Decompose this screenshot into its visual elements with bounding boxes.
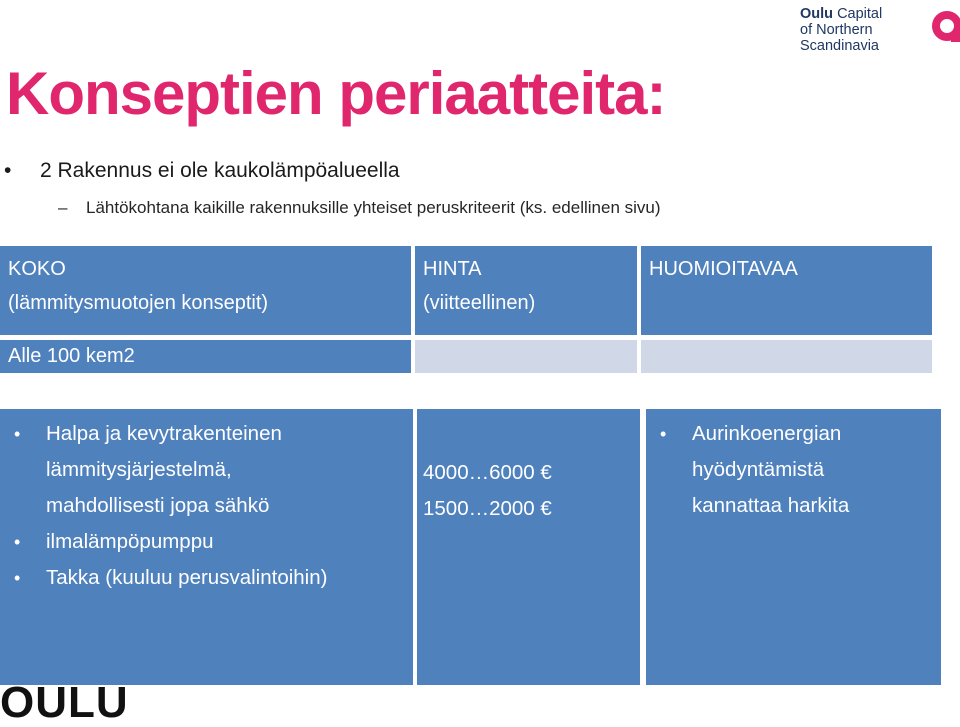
body-heating-options bbox=[0, 409, 413, 685]
logo-text bbox=[800, 6, 932, 54]
list-item bbox=[646, 416, 941, 524]
list-item-line: Takka (kuuluu perusvalintoihin) bbox=[46, 566, 328, 589]
row-hinta-empty bbox=[415, 340, 637, 373]
dash-icon: – bbox=[58, 198, 68, 217]
list-item bbox=[0, 416, 413, 524]
row-label-cell bbox=[0, 340, 411, 373]
header-hinta-subtitle: (viitteellinen) bbox=[423, 292, 536, 314]
list-item-line: hyödyntämistä bbox=[692, 458, 825, 481]
list-item bbox=[0, 560, 413, 596]
header-koko-title: KOKO bbox=[8, 258, 66, 280]
header-hinta-title: HINTA bbox=[423, 258, 482, 280]
header-huomioitavaa-title: HUOMIOITAVAA bbox=[649, 258, 798, 280]
price-value: 1500…2000 € bbox=[423, 497, 552, 520]
logo-line3: Scandinavia bbox=[800, 38, 879, 54]
page-title: Konseptien periaatteita: bbox=[6, 60, 666, 127]
bullet-dot-icon: • bbox=[14, 568, 21, 588]
sub-bullet-text: Lähtökohtana kaikille rakennuksille yhteiset peruskriteerit (ks. edellinen sivu) bbox=[86, 198, 661, 217]
logo-ring-icon bbox=[932, 4, 960, 54]
list-item-line: Halpa ja kevytrakenteinen bbox=[46, 422, 282, 445]
header-hinta bbox=[415, 246, 637, 335]
list-item bbox=[0, 524, 413, 560]
bullet-dot-icon: • bbox=[4, 159, 12, 182]
header-huomioitavaa bbox=[641, 246, 932, 335]
list-item-line: mahdollisesti jopa sähkö bbox=[46, 494, 270, 517]
logo-capital-word: Capital bbox=[837, 6, 883, 22]
list-item-line: lämmitysjärjestelmä, bbox=[46, 458, 232, 481]
header-koko-subtitle: (lämmitysmuotojen konseptit) bbox=[8, 292, 269, 314]
body-prices bbox=[417, 409, 640, 685]
bullet-dot-icon: • bbox=[14, 424, 21, 444]
list-item-line: kannattaa harkita bbox=[692, 494, 850, 517]
oulu-wordmark-logo: OULU bbox=[0, 678, 129, 727]
list-item-line: Aurinkoenergian bbox=[692, 422, 842, 445]
row-label: Alle 100 kem2 bbox=[8, 345, 135, 367]
price-value: 4000…6000 € bbox=[423, 461, 552, 484]
body-notes bbox=[646, 409, 941, 685]
header-koko bbox=[0, 246, 411, 335]
list-item-line: ilmalämpöpumppu bbox=[46, 530, 214, 553]
bullet-dot-icon: • bbox=[660, 424, 667, 444]
row-huomioitavaa-empty bbox=[641, 340, 932, 373]
oulu-capital-logo bbox=[800, 6, 960, 56]
logo-line2: of Northern bbox=[800, 22, 873, 38]
bullet-dot-icon: • bbox=[14, 532, 21, 552]
logo-oulu-word: Oulu bbox=[800, 6, 834, 22]
main-bullet-text: 2 Rakennus ei ole kaukolämpöalueella bbox=[40, 159, 400, 182]
